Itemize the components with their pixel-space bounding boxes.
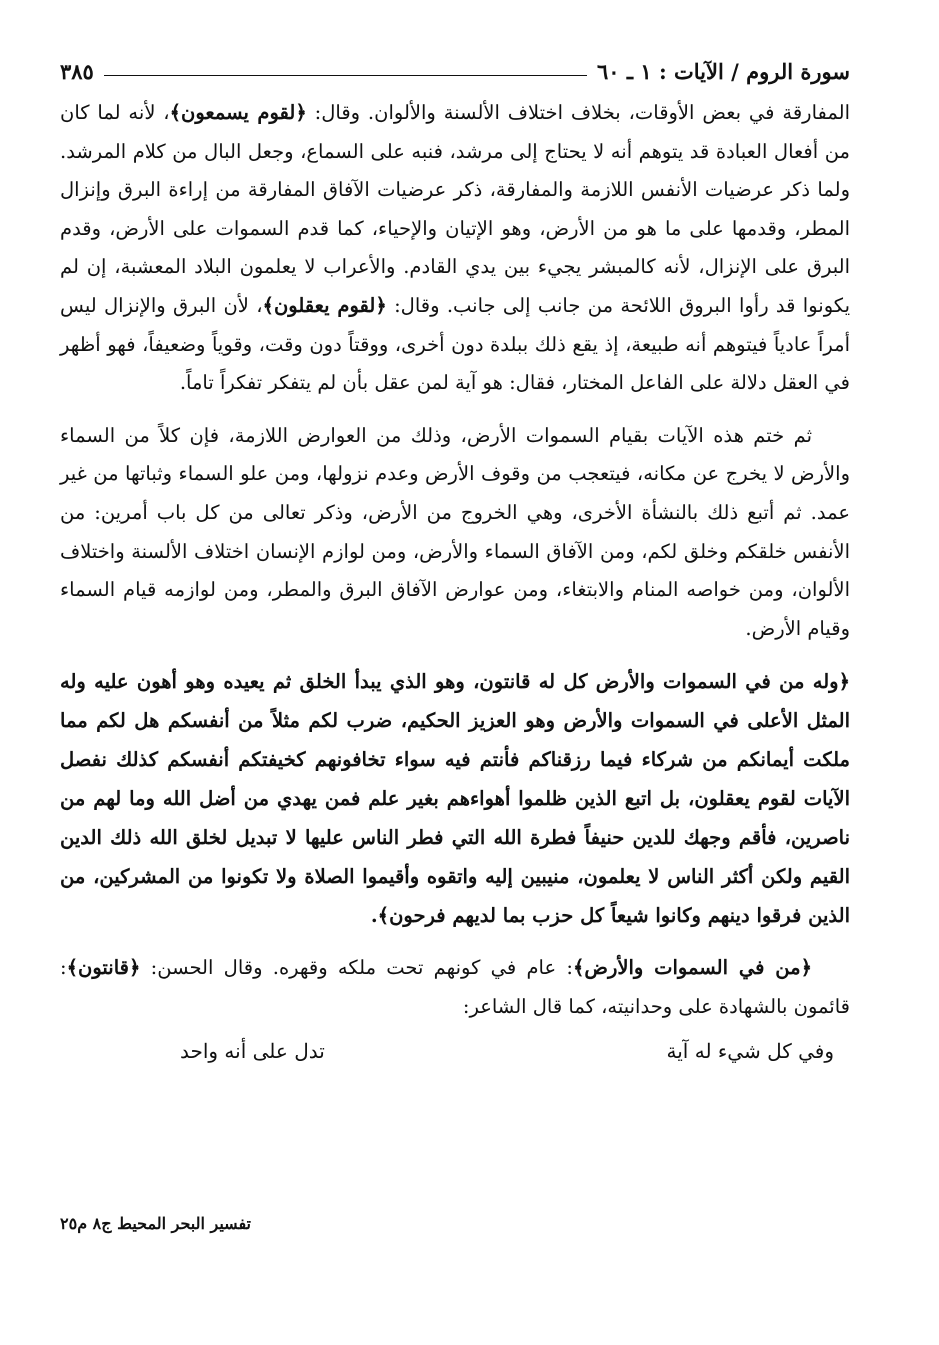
page-footer: تفسير البحر المحيط ج٨ م٢٥ [60, 1214, 251, 1233]
text-run: : قائمون بالشهادة على وحدانيته، كما قال الشاعر: [60, 956, 850, 1018]
text-run: ، لأن البرق والإنزال ليس أمراً عادياً فيتوهم أنه طبيعة، إذ يقع ذلك ببلدة دون أخرى، ووقتاً دون وقت، وقوياً وضعيفاً، فهو أظهر في العقل دلالة على الفاعل المختار، فقال: هو آية لمن عقل بأن لم يتفكر تفكراً تاماً. [60, 293, 850, 395]
page-number: ٣٨٥ [60, 59, 94, 84]
running-title: سورة الروم / الآيات : ١ ـ ٦٠ [597, 59, 850, 84]
paragraph-commentary-2: ثم ختم هذه الآيات بقيام السموات الأرض، وذلك من العوارض اللازمة، فإن كلاً من السماء والأرض لا يخرج عن مكانه، فيتعجب من وقوف الأرض وعدم نزولها، ومن علو السماء وثباتها من غير عمد. ثم أتبع ذلك بالنشأة الأخرى، وهي الخروج من الأرض، وذكر تعالى من كل باب أمرين: من الأنفس خلقكم وخلق لكم، ومن الآفاق السماء والأرض، ومن لوازم الإنسان اختلاف الألسنة واختلاف الألوان، ومن خواصه المنام والابتغاء، ومن عوارض الآفاق البرق والمطر، ومن لوازمه قيام السماء وقيام الأرض. [60, 423, 850, 640]
paragraph-commentary-3 [60, 949, 850, 1026]
text-run: : عام في كونهم تحت ملكه وقهره. وقال الحسن: [140, 956, 573, 980]
page-header [60, 54, 850, 84]
quran-quote: ﴿لقوم يعقلون﴾ [262, 293, 387, 317]
poetry-hemistich-first: وفي كل شيء له آية [666, 1038, 834, 1063]
text-run: ، لأنه لما كان من أفعال العبادة قد يتوهم أنه لا يحتاج إلى مرشد، فنبه على السماع، وجعل البال من كلام المرشد. ولما ذكر عرضيات الأنفس اللازمة والمفارقة، ذكر عرضيات الآفاق المفارقة من إراءة البرق وإنزال المطر، وقدمها على ما هو من الأرض، وهو الإتيان والإحياء، كما قدم السموات على الأرض، وقدم البرق على الإنزال، لأنه كالمبشر يجيء بين يدي القادم. والأعراب لا يعلمون البلاد المعشبة، إن لم يكونوا قد رأوا البروق اللائحة من جانب إلى جانب. وقال: [60, 101, 850, 317]
text-run: المفارقة في بعض الأوقات، بخلاف اختلاف الألسنة والألوان. وقال: [306, 101, 851, 124]
header-rule [104, 75, 587, 76]
quran-quote: ﴿لقوم يسمعون﴾ [169, 101, 307, 124]
poetry-hemistich-second: تدل على أنه واحد [180, 1038, 325, 1063]
quran-quote: ﴿قانتون﴾ [66, 956, 141, 980]
poetry-verse [60, 1039, 850, 1063]
page [60, 54, 850, 1324]
quran-quote: ﴿من في السموات والأرض﴾ [572, 956, 812, 980]
paragraph-commentary-1 [60, 94, 850, 403]
quran-verses-block: ﴿وله من في السموات والأرض كل له قانتون، وهو الذي يبدأ الخلق ثم يعيده وهو أهون عليه وله المثل الأعلى في السموات والأرض وهو العزيز الحكيم، ضرب لكم مثلاً من أنفسكم هل لكم مما ملكت أيمانكم من شركاء فيما رزقناكم فأنتم فيه سواء تخافونهم كخيفتكم أنفسكم كذلك نفصل الآيات لقوم يعقلون، بل اتبع الذين ظلموا أهواءهم بغير علم فمن يهدي من أضل الله وما لهم من ناصرين، فأقم وجهك للدين حنيفاً فطرة الله التي فطر الناس عليها لا تبديل لخلق الله ذلك الدين القيم ولكن أكثر الناس لا يعلمون، منيبين إليه واتقوه وأقيموا الصلاة ولا تكونوا من المشركين، من الذين فرقوا دينهم وكانوا شيعاً كل حزب بما لديهم فرحون﴾. [60, 670, 850, 928]
